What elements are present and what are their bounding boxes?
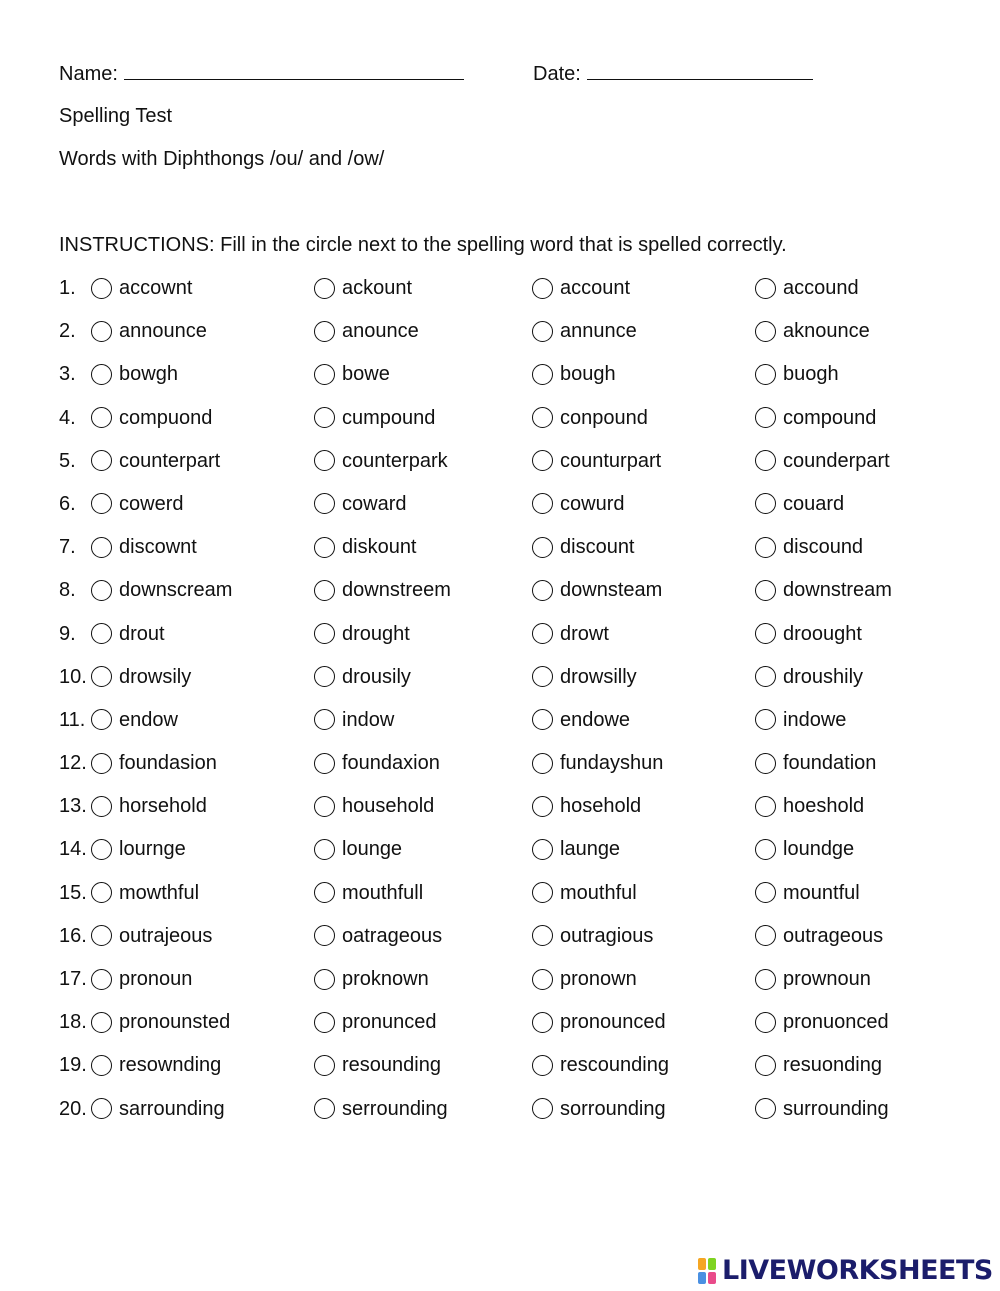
question-number: 19. <box>59 1054 87 1077</box>
answer-word: bowgh <box>119 363 178 386</box>
radio-circle-icon[interactable] <box>91 1012 112 1033</box>
page-title: Spelling Test <box>59 105 173 127</box>
answer-word: lournge <box>119 838 186 861</box>
answer-option[interactable] <box>314 534 417 560</box>
answer-option[interactable] <box>532 880 637 906</box>
radio-circle-icon[interactable] <box>532 882 553 903</box>
answer-option[interactable] <box>91 448 220 474</box>
answer-word: foundation <box>783 752 877 775</box>
radio-circle-icon[interactable] <box>314 364 335 385</box>
radio-circle-icon[interactable] <box>314 450 335 471</box>
radio-circle-icon[interactable] <box>91 278 112 299</box>
answer-option[interactable] <box>91 880 199 906</box>
logo-square-icon <box>708 1258 716 1270</box>
answer-option[interactable] <box>755 318 870 344</box>
radio-circle-icon[interactable] <box>532 537 553 558</box>
radio-circle-icon[interactable] <box>314 882 335 903</box>
radio-circle-icon[interactable] <box>532 1055 553 1076</box>
answer-word: annunce <box>560 320 637 343</box>
answer-option[interactable] <box>314 491 406 517</box>
answer-word: indowe <box>783 708 847 731</box>
answer-word: serrounding <box>342 1097 448 1120</box>
logo-square-icon <box>698 1258 706 1270</box>
question-number: 4. <box>59 406 76 429</box>
radio-circle-icon[interactable] <box>314 753 335 774</box>
answer-word: droushily <box>783 665 864 688</box>
answer-word: foundasion <box>119 752 217 775</box>
answer-option[interactable] <box>532 1096 666 1122</box>
radio-circle-icon[interactable] <box>91 666 112 687</box>
radio-circle-icon[interactable] <box>532 839 553 860</box>
answer-option[interactable] <box>532 275 630 301</box>
answer-option[interactable] <box>91 275 192 301</box>
answer-option[interactable] <box>314 405 435 431</box>
answer-option[interactable] <box>532 621 609 647</box>
logo-square-icon <box>708 1272 716 1284</box>
answer-word: cumpound <box>342 406 436 429</box>
answer-option[interactable] <box>314 1096 448 1122</box>
radio-circle-icon[interactable] <box>91 882 112 903</box>
answer-option[interactable] <box>314 1052 441 1078</box>
answer-option[interactable] <box>91 664 191 690</box>
answer-word: fundayshun <box>560 752 664 775</box>
question-row <box>59 361 959 404</box>
radio-circle-icon[interactable] <box>91 580 112 601</box>
radio-circle-icon[interactable] <box>91 537 112 558</box>
radio-circle-icon[interactable] <box>755 537 776 558</box>
radio-circle-icon[interactable] <box>314 321 335 342</box>
question-row <box>59 275 959 318</box>
question-row <box>59 664 959 707</box>
answer-option[interactable] <box>755 361 839 387</box>
answer-option[interactable] <box>314 664 411 690</box>
radio-circle-icon[interactable] <box>532 321 553 342</box>
answer-option[interactable] <box>532 793 641 819</box>
instructions: INSTRUCTIONS: Fill in the circle next to the spelling word that is spelled correctly. <box>59 234 787 256</box>
answer-word: bowe <box>342 363 390 386</box>
date-label: Date: <box>533 63 581 85</box>
radio-circle-icon[interactable] <box>314 623 335 644</box>
radio-circle-icon[interactable] <box>91 493 112 514</box>
radio-circle-icon[interactable] <box>532 450 553 471</box>
question-number: 9. <box>59 622 76 645</box>
answer-word: accound <box>783 277 859 299</box>
question-number: 7. <box>59 536 76 559</box>
answer-option[interactable] <box>532 405 648 431</box>
answer-word: counturpart <box>560 449 662 472</box>
question-number: 14. <box>59 838 87 861</box>
question-row <box>59 621 959 664</box>
answer-word: mowthful <box>119 881 200 904</box>
answer-word: aknounce <box>783 320 870 343</box>
radio-circle-icon[interactable] <box>755 450 776 471</box>
answer-option[interactable] <box>755 750 876 776</box>
radio-circle-icon[interactable] <box>314 1055 335 1076</box>
question-row <box>59 577 959 620</box>
answer-word: downsteam <box>560 579 663 602</box>
answer-option[interactable] <box>91 750 217 776</box>
answer-option[interactable] <box>532 664 637 690</box>
radio-circle-icon[interactable] <box>91 796 112 817</box>
radio-circle-icon[interactable] <box>314 580 335 601</box>
answer-word: prownoun <box>783 968 871 990</box>
radio-circle-icon[interactable] <box>532 364 553 385</box>
answer-option[interactable] <box>91 923 212 949</box>
answer-option[interactable] <box>314 621 410 647</box>
radio-circle-icon[interactable] <box>314 666 335 687</box>
answer-option[interactable] <box>755 923 883 949</box>
answer-option[interactable] <box>755 880 860 906</box>
question-number: 3. <box>59 363 76 386</box>
answer-word: outrageous <box>783 924 884 947</box>
radio-circle-icon[interactable] <box>91 407 112 428</box>
radio-circle-icon[interactable] <box>91 709 112 730</box>
answer-word: downstream <box>783 579 892 602</box>
radio-circle-icon[interactable] <box>755 1012 776 1033</box>
answer-word: pronuonced <box>783 1011 889 1034</box>
radio-circle-icon[interactable] <box>314 278 335 299</box>
radio-circle-icon[interactable] <box>91 753 112 774</box>
answer-option[interactable] <box>755 836 854 862</box>
question-number: 15. <box>59 881 87 904</box>
radio-circle-icon[interactable] <box>755 1098 776 1119</box>
radio-circle-icon[interactable] <box>91 450 112 471</box>
answer-word: drowsily <box>119 665 192 688</box>
answer-word: conpound <box>560 406 648 429</box>
answer-word: pronoun <box>119 968 193 990</box>
radio-circle-icon[interactable] <box>755 839 776 860</box>
answer-word: outrajeous <box>119 924 213 947</box>
answer-option[interactable] <box>755 577 892 603</box>
answer-word: outragious <box>560 924 654 947</box>
radio-circle-icon[interactable] <box>755 882 776 903</box>
radio-circle-icon[interactable] <box>91 1055 112 1076</box>
answer-option[interactable] <box>91 1009 230 1035</box>
question-row <box>59 448 959 491</box>
question-row <box>59 1096 959 1139</box>
answer-option[interactable] <box>91 621 165 647</box>
question-list <box>59 275 959 1139</box>
answer-word: counderpart <box>783 449 890 472</box>
answer-word: buogh <box>783 363 839 386</box>
question-row <box>59 880 959 923</box>
question-row <box>59 966 959 1009</box>
answer-option[interactable] <box>532 318 637 344</box>
answer-word: accownt <box>119 277 193 299</box>
question-number: 10. <box>59 665 87 688</box>
answer-word: indow <box>342 708 395 731</box>
radio-circle-icon[interactable] <box>532 580 553 601</box>
answer-option[interactable] <box>532 1052 669 1078</box>
question-number: 6. <box>59 492 76 515</box>
answer-word: compound <box>783 406 877 429</box>
answer-word: resounding <box>342 1054 441 1077</box>
radio-circle-icon[interactable] <box>314 407 335 428</box>
answer-option[interactable] <box>91 491 183 517</box>
answer-option[interactable] <box>755 966 871 992</box>
answer-word: household <box>342 795 435 818</box>
radio-circle-icon[interactable] <box>532 753 553 774</box>
radio-circle-icon[interactable] <box>755 580 776 601</box>
answer-word: downscream <box>119 579 233 602</box>
radio-circle-icon[interactable] <box>532 925 553 946</box>
answer-option[interactable] <box>314 923 442 949</box>
answer-option[interactable] <box>314 577 451 603</box>
radio-circle-icon[interactable] <box>91 839 112 860</box>
question-row <box>59 534 959 577</box>
answer-option[interactable] <box>532 534 635 560</box>
date-blank[interactable] <box>587 61 813 80</box>
answer-word: drought <box>342 622 410 645</box>
answer-word: coward <box>342 492 407 515</box>
answer-word: endowe <box>560 708 631 731</box>
answer-option[interactable] <box>314 750 440 776</box>
answer-word: compuond <box>119 406 213 429</box>
name-label: Name: <box>59 63 118 85</box>
question-number: 8. <box>59 579 76 602</box>
answer-word: counterpart <box>119 449 221 472</box>
answer-word: discount <box>560 536 635 559</box>
radio-circle-icon[interactable] <box>532 493 553 514</box>
answer-option[interactable] <box>755 793 864 819</box>
answer-word: mountful <box>783 881 860 904</box>
answer-option[interactable] <box>755 1009 889 1035</box>
answer-option[interactable] <box>91 836 186 862</box>
question-row <box>59 923 959 966</box>
radio-circle-icon[interactable] <box>314 925 335 946</box>
radio-circle-icon[interactable] <box>314 1012 335 1033</box>
answer-word: cowerd <box>119 492 184 515</box>
radio-circle-icon[interactable] <box>532 796 553 817</box>
answer-word: pronounced <box>560 1011 666 1034</box>
answer-option[interactable] <box>314 318 419 344</box>
radio-circle-icon[interactable] <box>755 753 776 774</box>
radio-circle-icon[interactable] <box>532 666 553 687</box>
question-number: 20. <box>59 1097 87 1120</box>
name-blank[interactable] <box>124 61 464 80</box>
radio-circle-icon[interactable] <box>532 407 553 428</box>
answer-option[interactable] <box>532 491 624 517</box>
answer-word: launge <box>560 838 621 861</box>
radio-circle-icon[interactable] <box>532 1098 553 1119</box>
answer-option[interactable] <box>532 707 630 733</box>
answer-word: foundaxion <box>342 752 440 775</box>
answer-option[interactable] <box>314 836 402 862</box>
answer-word: resuonding <box>783 1054 882 1077</box>
question-row <box>59 405 959 448</box>
question-number: 17. <box>59 968 87 990</box>
answer-option[interactable] <box>532 361 616 387</box>
radio-circle-icon[interactable] <box>314 537 335 558</box>
answer-word: sarrounding <box>119 1097 225 1120</box>
answer-option[interactable] <box>755 534 863 560</box>
name-field <box>59 61 464 86</box>
radio-circle-icon[interactable] <box>755 364 776 385</box>
question-row <box>59 491 959 534</box>
question-row <box>59 1009 959 1052</box>
question-number: 1. <box>59 277 76 299</box>
radio-circle-icon[interactable] <box>91 623 112 644</box>
answer-word: rescounding <box>560 1054 669 1077</box>
radio-circle-icon[interactable] <box>755 493 776 514</box>
answer-word: endow <box>119 708 178 731</box>
radio-circle-icon[interactable] <box>755 278 776 299</box>
answer-word: drowt <box>560 622 609 645</box>
radio-circle-icon[interactable] <box>314 839 335 860</box>
answer-word: hoeshold <box>783 795 865 818</box>
question-number: 12. <box>59 752 87 775</box>
answer-word: hosehold <box>560 795 642 818</box>
radio-circle-icon[interactable] <box>314 969 335 990</box>
radio-circle-icon[interactable] <box>532 1012 553 1033</box>
radio-circle-icon[interactable] <box>755 969 776 990</box>
answer-word: downstreem <box>342 579 451 602</box>
answer-option[interactable] <box>532 923 653 949</box>
answer-word: diskount <box>342 536 417 559</box>
answer-word: bough <box>560 363 616 386</box>
answer-option[interactable] <box>314 448 448 474</box>
radio-circle-icon[interactable] <box>91 364 112 385</box>
answer-word: drowsilly <box>560 665 637 688</box>
question-number: 13. <box>59 795 87 818</box>
answer-word: discound <box>783 536 864 559</box>
answer-option[interactable] <box>91 405 212 431</box>
question-number: 11. <box>59 708 86 731</box>
answer-word: mouthful <box>560 881 637 904</box>
answer-option[interactable] <box>314 793 434 819</box>
question-row <box>59 707 959 750</box>
radio-circle-icon[interactable] <box>755 1055 776 1076</box>
answer-option[interactable] <box>91 534 197 560</box>
date-field <box>533 61 813 86</box>
answer-word: ackount <box>342 277 413 299</box>
radio-circle-icon[interactable] <box>532 969 553 990</box>
question-number: 18. <box>59 1011 87 1034</box>
answer-option[interactable] <box>91 707 178 733</box>
answer-option[interactable] <box>532 966 637 992</box>
answer-word: pronown <box>560 968 637 990</box>
answer-option[interactable] <box>532 750 663 776</box>
radio-circle-icon[interactable] <box>755 796 776 817</box>
radio-circle-icon[interactable] <box>532 278 553 299</box>
answer-option[interactable] <box>314 880 423 906</box>
answer-option[interactable] <box>91 1052 221 1078</box>
answer-word: resownding <box>119 1054 222 1077</box>
answer-word: cowurd <box>560 492 625 515</box>
answer-word: loundge <box>783 838 855 861</box>
answer-word: drousily <box>342 665 411 688</box>
answer-word: anounce <box>342 320 419 343</box>
answer-option[interactable] <box>532 577 662 603</box>
answer-word: couard <box>783 492 845 515</box>
answer-word: announce <box>119 320 207 343</box>
answer-option[interactable] <box>314 966 429 992</box>
question-number: 2. <box>59 320 76 343</box>
answer-word: pronunced <box>342 1011 437 1034</box>
question-row <box>59 1052 959 1095</box>
answer-option[interactable] <box>755 405 876 431</box>
radio-circle-icon[interactable] <box>91 1098 112 1119</box>
question-row <box>59 318 959 361</box>
answer-option[interactable] <box>91 793 207 819</box>
radio-circle-icon[interactable] <box>91 925 112 946</box>
answer-option[interactable] <box>755 491 844 517</box>
radio-circle-icon[interactable] <box>314 709 335 730</box>
answer-word: sorrounding <box>560 1097 666 1120</box>
answer-word: horsehold <box>119 795 207 818</box>
answer-word: lounge <box>342 838 403 861</box>
answer-word: mouthfull <box>342 881 424 904</box>
answer-word: oatrageous <box>342 924 443 947</box>
answer-option[interactable] <box>314 707 394 733</box>
radio-circle-icon[interactable] <box>314 493 335 514</box>
radio-circle-icon[interactable] <box>314 796 335 817</box>
answer-option[interactable] <box>314 361 390 387</box>
answer-option[interactable] <box>755 275 859 301</box>
answer-word: proknown <box>342 968 429 990</box>
answer-option[interactable] <box>91 1096 225 1122</box>
radio-circle-icon[interactable] <box>91 321 112 342</box>
answer-word: counterpark <box>342 449 448 472</box>
answer-option[interactable] <box>314 275 412 301</box>
answer-option[interactable] <box>91 966 192 992</box>
answer-word: surrounding <box>783 1097 889 1120</box>
answer-word: droought <box>783 622 862 645</box>
answer-option[interactable] <box>755 448 890 474</box>
answer-word: drout <box>119 622 165 645</box>
logo-square-icon <box>698 1272 706 1284</box>
radio-circle-icon[interactable] <box>755 709 776 730</box>
radio-circle-icon[interactable] <box>91 969 112 990</box>
answer-option[interactable] <box>755 621 862 647</box>
answer-option[interactable] <box>532 1009 666 1035</box>
radio-circle-icon[interactable] <box>755 666 776 687</box>
question-row <box>59 750 959 793</box>
answer-option[interactable] <box>755 707 846 733</box>
answer-option[interactable] <box>91 318 207 344</box>
question-row <box>59 836 959 879</box>
liveworksheets-logo <box>698 1256 993 1286</box>
question-number: 16. <box>59 924 87 947</box>
radio-circle-icon[interactable] <box>532 623 553 644</box>
answer-option[interactable] <box>755 1096 889 1122</box>
radio-circle-icon[interactable] <box>314 1098 335 1119</box>
question-row <box>59 793 959 836</box>
radio-circle-icon[interactable] <box>755 321 776 342</box>
logo-mark-icon <box>698 1258 716 1284</box>
answer-option[interactable] <box>755 1052 882 1078</box>
answer-option[interactable] <box>91 577 232 603</box>
answer-option[interactable] <box>314 1009 437 1035</box>
radio-circle-icon[interactable] <box>755 623 776 644</box>
question-number: 5. <box>59 449 76 472</box>
answer-option[interactable] <box>532 836 620 862</box>
answer-word: pronounsted <box>119 1011 231 1034</box>
radio-circle-icon[interactable] <box>532 709 553 730</box>
answer-option[interactable] <box>532 448 661 474</box>
answer-word: discownt <box>119 536 197 559</box>
answer-option[interactable] <box>755 664 863 690</box>
answer-word: account <box>560 277 631 299</box>
logo-text: LIVEWORKSHEETS <box>722 1255 993 1286</box>
page-subtitle: Words with Diphthongs /ou/ and /ow/ <box>59 148 385 170</box>
radio-circle-icon[interactable] <box>755 925 776 946</box>
answer-option[interactable] <box>91 361 178 387</box>
radio-circle-icon[interactable] <box>755 407 776 428</box>
